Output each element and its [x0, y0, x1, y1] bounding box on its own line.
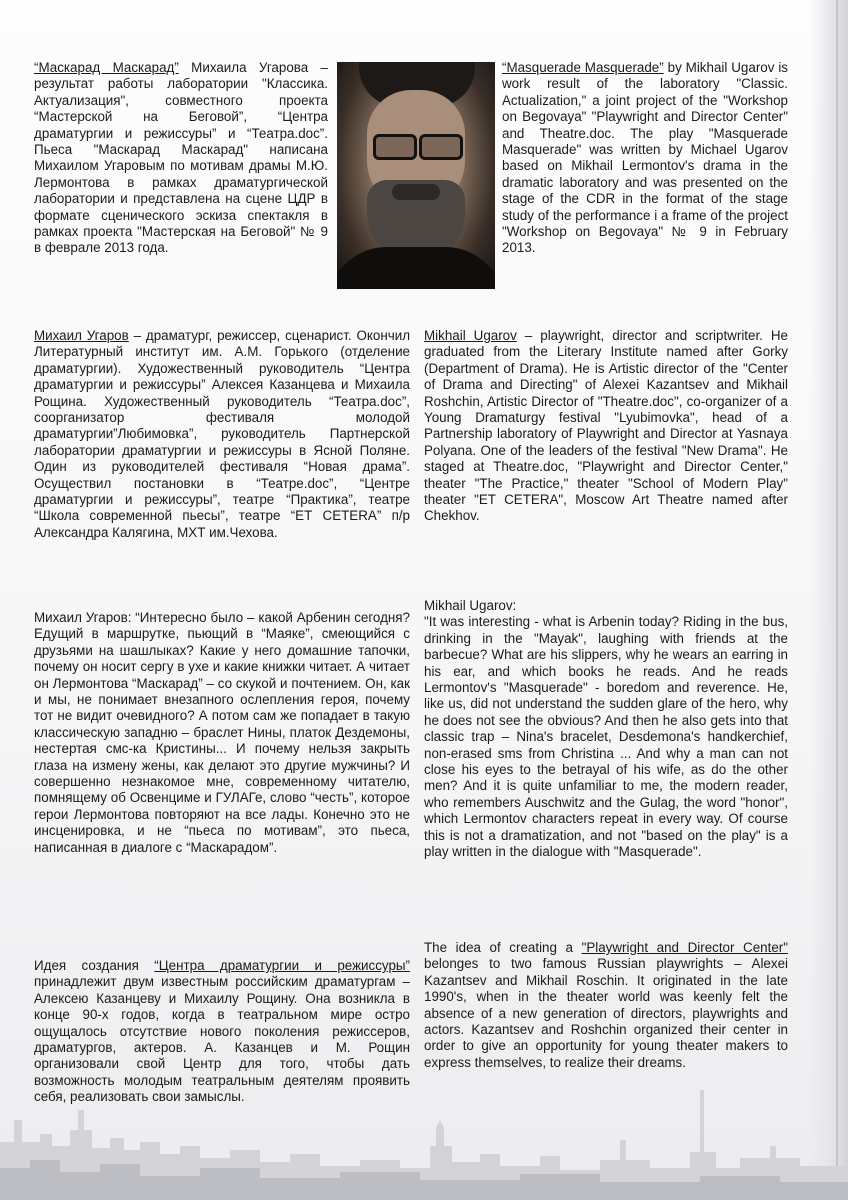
- portrait-shoulders: [337, 247, 495, 289]
- binding-crease: [836, 0, 838, 1200]
- ru-intro-paragraph: “Маскарад Маскарад” Михаила Угарова – результат работы лаборатории "Классика. Актуализация", совместного проекта “Мастерской на Беговой”, “Центра драматургии и режиссуры” и “Театра.doc”. Пьеса "Маскарад Маскарад" написана Михаилом Угаровым по мотивам драмы М.Ю. Лермонтова в рамках драматургической лаборатории и представлена на сцене ЦДР в формате сценического эскиза спектакля в рамках проекта "Мастерская на Беговой" № 9 в феврале 2013 года.: [34, 60, 328, 256]
- author-portrait-photo: [337, 62, 495, 289]
- ru-center-paragraph: Идея создания “Центра драматургии и режиссуры” принадлежит двум известным российским драматургам – Алексею Казанцеву и Михаилу Рощину. Она возникла в конце 90-х годов, когда в театральном мире остро ощущалось отсутствие нового поколения режиссеров, драматургов, актеров. А. Казанцев и М. Рощин организовали свой Центр для того, чтобы дать возможность молодым театральным деятелям проявить себя, реализовать свои замыслы.: [34, 958, 411, 1105]
- page-fold-shadow: [810, 0, 848, 1200]
- en-play-title: “Masquerade Masquerade”: [502, 60, 664, 75]
- en-quote-paragraph: Mikhail Ugarov: "It was interesting - what is Arbenin today? Riding in the bus, drinking in the "Mayak", laughing with friends at the barbecue? What are his slippers, why he wears an earring in his ear, and which books he reads. And he reads Lermontov's "Masquerade" - boredom and reverence. He, like us, did not understand the sudden glare of the hero, why he does not see the obvious? And then he also gets into that classic trap – Nina's bracelet, Desdemona's handkerchief, non-erased sms from Christina ... And why a man can not close his eyes to the betrayal of his wife, as do the other men? And it is quite unfamiliar to me, the modern reader, who remembers Auschwitz and the Gulag, the word "honor", which Lermontov characters repeat in every way. Of course this is not a dramatization, and not "based on the play" is a play written in the dialogue with "Masquerade".: [424, 598, 788, 860]
- ru-center-name: “Центра драматургии и режиссуры”: [154, 958, 411, 973]
- ru-bio-paragraph: Михаил Угаров – драматург, режиссер, сценарист. Окончил Литературный институт им. А.М. Горького (отделение драматургии). Художественный руководитель “Центра драматургии и режиссуры” Алексея Казанцева и Михаила Рощина. Художественный руководитель “Театра.doc”, соорганизатор фестиваля молодой драматургии”Любимовка”, руководитель Партнерской лаборатории драматургии и режиссуры в Ясной Поляне. Один из руководителей фестиваля “Новая драма”. Осуществил постановки в “Театре.doc”, “Центре драматургии и режиссуры”, театре “Практика”, театре “Школа современной пьесы”, театре “ЕТ CETERA” п/р Александра Калягина, МХТ им.Чехова.: [34, 328, 411, 540]
- portrait-mustache: [392, 184, 440, 200]
- ru-play-title: “Маскарад Маскарад”: [34, 60, 179, 75]
- en-author-name: Mikhail Ugarov: [424, 328, 517, 343]
- ru-author-name: Михаил Угаров: [34, 328, 129, 343]
- en-intro-paragraph: “Masquerade Masquerade” by Mikhail Ugarov is work result of the laboratory "Classic. Actualization," a joint project of the "Workshop on Begovaya" "Playwright and Director Center" and Theatre.doc. The play "Masquerade Masquerade" was written by Michael Ugarov based on Mikhail Lermontov's drama in the dramatic laboratory and was presented on the stage of the CDR in the format of the stage study of the performance i a frame of the project "Workshop on Begovaya" № 9 in February 2013.: [502, 60, 788, 256]
- ru-quote-paragraph: Михаил Угаров: “Интересно было – какой Арбенин сегодня? Едущий в маршрутке, пьющий в “Маяке”, смеющийся с друзьями на шашлыках? Какие у него домашние тапочки, почему он носит сергу в ухе и какие книжки читает. А читает он Лермонтова “Маскарад” – со скукой и почтением. Он, как и мы, не понимает внезапного ослепления героя, почему тот не видит очевидного? А потом сам же попадает в такую классическую западню – браслет Нины, платок Дездемоны, нестертая смс-ка Кристины... И почему нельзя закрыть глаза на измену жены, как делают это другие мужчины? И совершенно незнакомое мне, современному читателю, помнящему об Освенциме и ГУЛАГе, слово “честь”, которое герои Лермонтова повторяют на все лады. Конечно это не инсценировка, и не “пьеса по мотивам”, это пьеса, написанная в диалоге с “Маскарадом”.: [34, 610, 410, 855]
- en-bio-paragraph: Mikhail Ugarov – playwright, director and scriptwriter. He graduated from the Literary Institute named after Gorky (Department of Drama). He is Artistic director of the "Center of Drama and Directing" of Alexei Kazantsev and Mikhail Roshchin, Artistic Director of "Theatre.doc", co-organizer of a Young Dramaturgy festival "Lyubimovka", head of a Partnership laboratory of Playwright and Director at Yasnaya Polyana. One of the leaders of the festival "New Drama". He staged at Theatre.doc, "Playwright and Director Center," theater "The Practice," theater "School of Modern Play" theater "ET CETERA", Moscow Art Theatre named after Chekhov.: [424, 328, 788, 524]
- en-center-name: "Playwright and Director Center": [581, 940, 788, 955]
- en-center-paragraph: The idea of creating a "Playwright and Director Center" belonges to two famous Russian playwrights – Alexei Kazantsev and Mikhail Roschin. It originated in the late 1990's, when in the theater world was keenly felt the absence of a new generation of directors, playwrights and actors. Kazantsev and Roshchin organized their center in order to give an opportunity for young theater makers to express themselves, to realize their dreams.: [424, 940, 788, 1070]
- portrait-glasses: [367, 134, 465, 156]
- en-quote-heading: Mikhail Ugarov:: [424, 598, 517, 613]
